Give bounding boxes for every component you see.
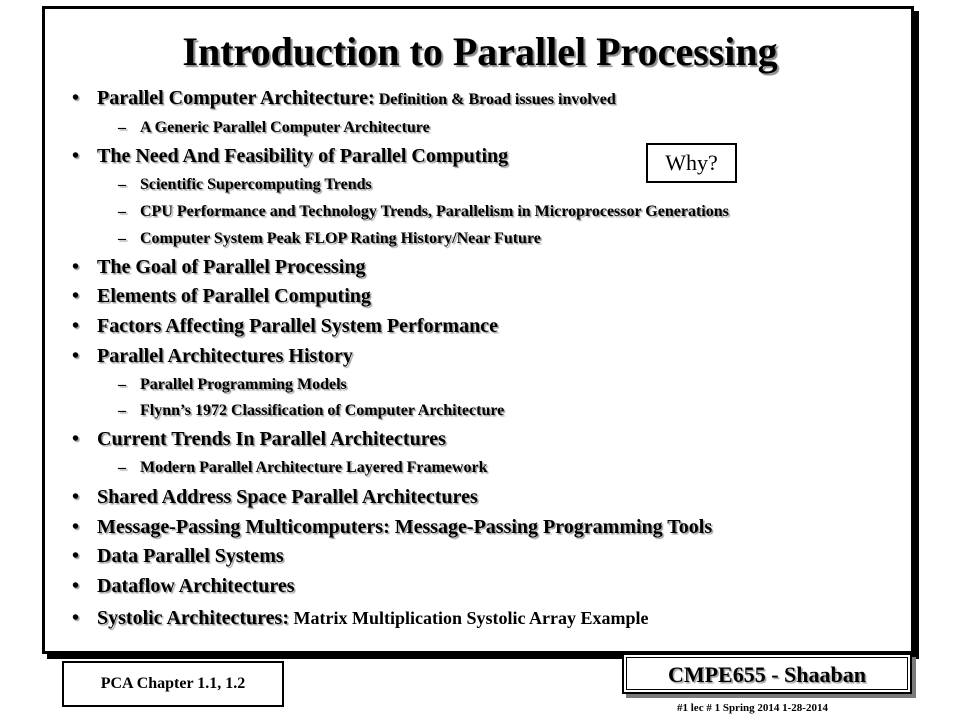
item-text: Data Parallel Systems	[97, 545, 284, 567]
dash-icon: –	[118, 376, 126, 393]
bullet-icon: •	[72, 486, 80, 508]
subitem-text: Flynn’s 1972 Classification of Computer Architecture	[140, 402, 505, 419]
outline-item	[72, 516, 713, 539]
item-text: Shared Address Space Parallel Architectures	[97, 486, 478, 508]
bullet-icon: •	[72, 256, 80, 278]
bullet-icon: •	[72, 575, 80, 597]
item-text: Parallel Computer Architecture:	[97, 87, 375, 109]
slide-title: Introduction to Parallel Processing	[182, 29, 778, 74]
bullet-icon: •	[72, 516, 80, 538]
dash-icon: –	[118, 119, 126, 136]
item-text: Message-Passing Multicomputers: Message-Passing Programming Tools	[97, 516, 713, 538]
outline-subitem	[118, 203, 729, 221]
bullet-icon: •	[72, 315, 80, 337]
course-label-text: CMPE655 - Shaaban	[626, 657, 908, 690]
subitem-text: Scientific Supercomputing Trends	[140, 176, 372, 193]
dash-icon: –	[118, 459, 126, 476]
dash-icon: –	[118, 203, 126, 220]
subitem-text: CPU Performance and Technology Trends, Parallelism in Microprocessor Generations	[140, 203, 729, 220]
dash-icon: –	[118, 402, 126, 419]
bullet-icon: •	[72, 285, 80, 307]
item-detail: Definition & Broad issues involved	[374, 91, 616, 108]
outline-item	[72, 575, 295, 598]
bullet-icon: •	[72, 607, 80, 629]
outline-item	[72, 315, 498, 338]
bullet-icon: •	[72, 145, 80, 167]
item-text: Systolic Architectures:	[97, 607, 290, 629]
outline-subitem	[118, 459, 488, 477]
item-detail: Matrix Multiplication Systolic Array Example	[289, 608, 649, 628]
outline-item	[72, 145, 509, 168]
outline-subitem	[118, 376, 347, 394]
subitem-text: Computer System Peak FLOP Rating History/Near Future	[140, 230, 541, 247]
outline-item	[72, 486, 478, 509]
chapter-reference: PCA Chapter 1.1, 1.2	[62, 661, 284, 707]
outline-subitem	[118, 402, 505, 420]
item-text: Dataflow Architectures	[97, 575, 295, 597]
item-text: The Need And Feasibility of Parallel Computing	[97, 145, 509, 167]
bullet-icon: •	[72, 545, 80, 567]
outline-item	[72, 87, 616, 110]
outline-subitem	[118, 176, 372, 194]
dash-icon: –	[118, 176, 126, 193]
subitem-text: A Generic Parallel Computer Architecture	[140, 119, 430, 136]
subitem-text: Modern Parallel Architecture Layered Framework	[140, 459, 488, 476]
slide-footer: #1 lec # 1 Spring 2014 1-28-2014	[677, 702, 828, 714]
item-text: Current Trends In Parallel Architectures	[97, 428, 446, 450]
dash-icon: –	[118, 230, 126, 247]
outline-item	[72, 545, 284, 568]
item-text: Elements of Parallel Computing	[97, 285, 371, 307]
bullet-icon: •	[72, 345, 80, 367]
course-label	[622, 653, 912, 694]
outline-subitem	[118, 119, 430, 137]
bullet-icon: •	[72, 87, 80, 109]
bullet-icon: •	[72, 428, 80, 450]
why-callout: Why?	[646, 143, 737, 183]
item-text: The Goal of Parallel Processing	[97, 256, 366, 278]
outline-subitem	[118, 230, 541, 248]
item-text: Factors Affecting Parallel System Performance	[97, 315, 498, 337]
item-text: Parallel Architectures History	[97, 345, 353, 367]
outline-item	[72, 285, 371, 308]
outline-item	[72, 428, 446, 451]
subitem-text: Parallel Programming Models	[140, 376, 347, 393]
outline-item	[72, 607, 649, 630]
outline-item	[72, 256, 366, 279]
outline-item	[72, 345, 353, 368]
